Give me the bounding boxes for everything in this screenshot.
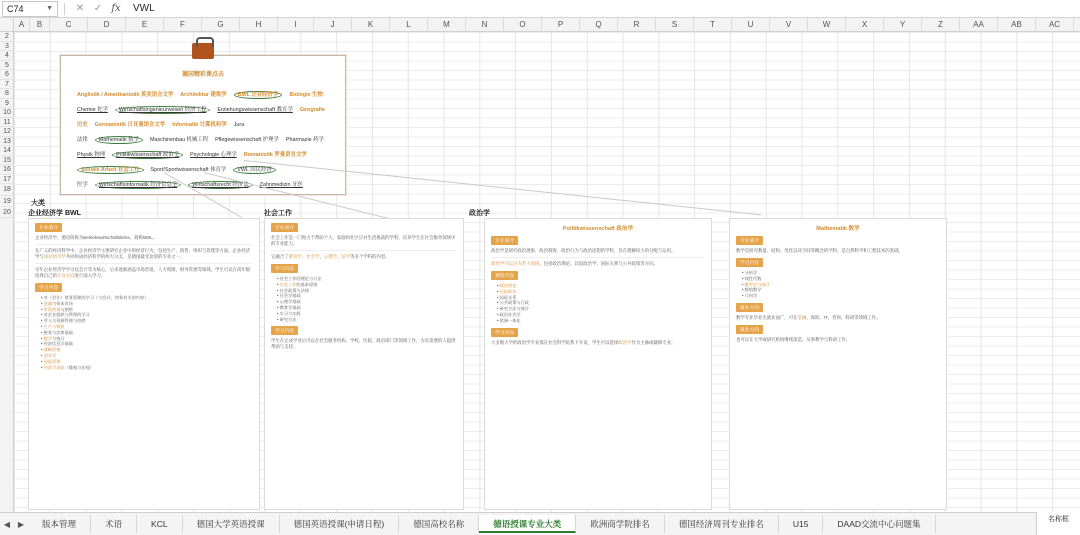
column-header-a[interactable]: A (14, 18, 30, 32)
row-header-bar (0, 32, 14, 512)
column-header-l[interactable]: L (390, 18, 428, 32)
column-header-bar (0, 18, 1080, 32)
major-link[interactable]: Geografie (299, 107, 326, 113)
separator (64, 3, 65, 15)
row-header-6[interactable]: 6 (0, 70, 14, 80)
row-header-7[interactable]: 7 (0, 80, 14, 90)
panel-bullets: • 政治理论 • 比较政治 • 国际关系 • 公共政策与行政 • 研究方法与统计 • 政治社会学 • 欧洲一体化 (497, 283, 529, 323)
column-header-x[interactable]: X (846, 18, 884, 32)
column-header-n[interactable]: N (466, 18, 504, 32)
column-header-f[interactable]: F (164, 18, 202, 32)
panel-paragraph: 大多数大学的政治学专业都在社会科学院系下开设，学生可以选择政治学作为主修或辅修专业。 (491, 339, 676, 345)
pill-intro: 专业简介 (271, 223, 298, 232)
sheet-tab[interactable]: KCL (137, 515, 183, 533)
panel-bullets: • 社会工作的理论与方法 • 社会工作的基本原则 • 社会政策与法律 • 社会学基础 • 心理学基础 • 教育学基础 • 实习与实践 • 研究方法 (277, 276, 322, 322)
row-header-15[interactable]: 15 (0, 156, 14, 166)
sheet-grid[interactable] (14, 32, 1080, 512)
major-link[interactable]: Pharmazie 药学 (285, 137, 324, 143)
major-link[interactable]: 医学 (77, 182, 88, 188)
column-header-u[interactable]: U (732, 18, 770, 32)
column-header-b[interactable]: B (30, 18, 50, 32)
major-link[interactable]: 法律 (77, 137, 88, 143)
column-header-m[interactable]: M (428, 18, 466, 32)
major-link[interactable]: Wirtschaftsrecht 经济法 (188, 181, 252, 189)
sheet-tab[interactable]: 德语授课专业大类 (479, 515, 576, 533)
major-link[interactable]: Wirtschaftsinformatik 经济信息学 (95, 181, 181, 189)
row-header-18[interactable]: 18 (0, 184, 14, 196)
row-header-11[interactable]: 11 (0, 118, 14, 128)
column-header-s[interactable]: S (656, 18, 694, 32)
function-icon[interactable]: fx (111, 3, 121, 14)
pill-intro: 专业简介 (736, 236, 763, 245)
word-cloud-line (77, 120, 337, 128)
major-link[interactable]: Romanistik 罗曼语言文学 (243, 152, 307, 158)
sheet-tab[interactable]: U15 (779, 515, 824, 533)
word-cloud-card (60, 55, 346, 195)
select-all-corner[interactable] (0, 18, 14, 32)
category-label: 大类 (31, 200, 45, 207)
name-box[interactable] (2, 1, 58, 17)
pill-content: 学习内容 (35, 283, 62, 292)
panel-paragraph: 也可以在大学或研究机构继续深造，从事教学与科研工作。 (736, 336, 851, 342)
row-header-3[interactable]: 3 (0, 42, 14, 52)
major-link[interactable]: Politikwissenschaft 政治学 (112, 151, 183, 159)
column-header-y[interactable]: Y (884, 18, 922, 32)
row-header-12[interactable]: 12 (0, 127, 14, 137)
confirm-icon[interactable]: ✓ (93, 3, 103, 14)
word-cloud-line (77, 180, 337, 188)
row-header-4[interactable]: 4 (0, 51, 14, 61)
word-cloud-line (77, 135, 337, 143)
cell-reference: C74 (7, 3, 24, 14)
major-link[interactable]: Pflegewissenschaft 护理学 (215, 137, 279, 143)
panel-bullets: • 分析学 • 线性代数 • 概率论与统计 • 数值数学 • 几何学 (742, 270, 770, 299)
major-link[interactable]: Wirtschaftsingenieurwesen 经济工程 (115, 106, 210, 114)
sheet-tab[interactable]: 德国高校名称 (399, 515, 479, 533)
pill-content: 学习内容 (271, 326, 298, 335)
section-social-label: 社会工作 (264, 210, 292, 217)
major-link[interactable]: Maschinenbau 机械工程 (149, 137, 209, 143)
word-cloud-line (77, 105, 337, 113)
sheet-tab[interactable]: 德国经济周刊专业排名 (665, 515, 779, 533)
sheet-tab[interactable]: 欧洲商学院排名 (576, 515, 665, 533)
column-header-e[interactable]: E (126, 18, 164, 32)
sheet-tab[interactable]: 版本管理 (28, 515, 91, 533)
social-work-panel (264, 218, 464, 510)
sheet-tabs (28, 515, 936, 533)
row-header-17[interactable]: 17 (0, 175, 14, 185)
formula-input[interactable]: VWL (133, 3, 155, 14)
column-header-c[interactable]: C (50, 18, 88, 32)
panel-title: Politikwissenschaft 政治学 (562, 226, 634, 232)
column-header-v[interactable]: V (770, 18, 808, 32)
major-link[interactable]: Mathematik 数学 (95, 136, 143, 144)
column-header-g[interactable]: G (202, 18, 240, 32)
panel-title: Mathematik 数学 (816, 226, 860, 232)
major-link[interactable]: Erziehungswissenschaft 教育学 (217, 107, 293, 113)
panel-paragraph: 企业经济学，德语简称为Betriebswirtschaftslehre，简称BWL。 (35, 235, 157, 240)
major-link[interactable]: Germanistik 日耳曼语言文学 (94, 122, 166, 128)
row-header-10[interactable]: 10 (0, 108, 14, 118)
major-link[interactable]: VWL 国民经济 (233, 166, 276, 174)
pill-career: 就业方向 (736, 325, 763, 334)
politics-panel (484, 218, 712, 510)
cancel-icon[interactable]: ✕ (75, 3, 85, 14)
bwl-panel (28, 218, 260, 510)
math-panel (729, 218, 947, 510)
name-manager-button[interactable]: 名称框 (1036, 512, 1080, 535)
pill-intro: 专业简介 (491, 236, 518, 245)
row-header-14[interactable]: 14 (0, 146, 14, 156)
panel-paragraph: 政治学可以分为若干领域，包括政治理论、比较政治学、国际关系与公共政策等方向。 (491, 261, 658, 266)
row-header-16[interactable]: 16 (0, 165, 14, 175)
major-link[interactable]: Architektur 建筑学 (180, 92, 227, 98)
row-header-5[interactable]: 5 (0, 61, 14, 71)
row-header-13[interactable]: 13 (0, 137, 14, 147)
formula-bar (0, 0, 1080, 18)
pill-career: 就业方向 (736, 303, 763, 312)
section-bwl-label: 企业经济学 BWL (28, 210, 81, 217)
binder-clip-icon (192, 43, 214, 59)
major-link[interactable]: Zahnmedizin 牙医 (259, 182, 303, 188)
column-header-k[interactable]: K (352, 18, 390, 32)
major-link[interactable]: Physik 物理 (77, 152, 106, 158)
major-link[interactable]: Psychologie 心理学 (190, 152, 237, 158)
scroll-left-icon[interactable]: ◀ (3, 519, 11, 529)
column-header-t[interactable]: T (694, 18, 732, 32)
major-link[interactable]: 历史 (77, 122, 88, 128)
chevron-down-icon[interactable]: ▼ (46, 5, 53, 12)
major-link[interactable]: Anglistik / Amerikanistik 英美语言文学 (77, 92, 174, 98)
pill-intro: 专业简介 (35, 223, 62, 232)
column-header-p[interactable]: P (542, 18, 580, 32)
word-cloud-title: 德国精彩课点击 (181, 72, 224, 78)
pill-content: 学习内容 (271, 264, 298, 273)
column-header-ab[interactable]: AB (998, 18, 1036, 32)
panel-paragraph: 在广义的经济科学中，企业经济学主要研究企业中的经济行为，包括生产、销售、组织与管理等方面。企业经济学与国民经济学共同构成经济科学的两大分支，是德国最受欢迎的专业之一。 (35, 248, 251, 259)
sheet-tab[interactable]: DAAD交流中心问题集 (823, 515, 935, 533)
column-header-d[interactable]: D (88, 18, 126, 32)
panel-paragraph: 它融合了教育学、社会学、心理学、法学等多个学科的内容。 (271, 254, 390, 259)
word-cloud-line (77, 90, 337, 98)
column-header-h[interactable]: H (240, 18, 278, 32)
sheet-tab-bar (0, 512, 1080, 535)
pill-content: 学习内容 (736, 258, 763, 267)
column-header-q[interactable]: Q (580, 18, 618, 32)
column-header-j[interactable]: J (314, 18, 352, 32)
panel-bullets: • 对（会计）财务管理的学习（与会计、财务有关的内容） • 金融与资本市场 • 市场营销与销售 • 对企业组织与管理的学习 • 对人力资源管理与招聘 • 生产与物流 • 税务与法律基础 • 数学与统计 • 经济信息学基础 • 战略管理 • 创业学 • 国际管理 • 经济学基础（微观与宏观） (41, 295, 149, 370)
word-cloud-line (77, 150, 337, 158)
pill-content: 课程内容 (491, 271, 518, 280)
panel-paragraph: 社会工作是一门致力于帮助个人、家庭和社区应对生活挑战的学科，培养学生在社会服务领域中的专业能力。 (271, 235, 456, 246)
column-header-w[interactable]: W (808, 18, 846, 32)
column-header-aa[interactable]: AA (960, 18, 998, 32)
row-header-8[interactable]: 8 (0, 89, 14, 99)
panel-paragraph: 数学是研究数量、结构、变化以及空间等概念的学科，是自然科学和工程技术的基础。 (736, 248, 903, 253)
major-link[interactable]: Sport/Sportwissenschaft 体育学 (150, 167, 227, 173)
row-header-19[interactable]: 19 (0, 196, 14, 207)
row-header-9[interactable]: 9 (0, 99, 14, 109)
panel-paragraph: 政治学是研究政治现象、政治制度、政治行为与政治思想的学科，旨在理解权力的分配与运用。 (491, 248, 676, 253)
major-link[interactable]: Informatik 计算机科学 (172, 122, 227, 128)
panel-paragraph: 数学专业毕业生就业面广，可在金融、保险、IT、咨询、科研等领域工作。 (736, 314, 881, 320)
major-link[interactable]: Biologie 生物 (289, 92, 323, 98)
major-link[interactable]: Soziale Arbeit 社会工作 (77, 166, 144, 174)
scroll-right-icon[interactable]: ▶ (17, 519, 25, 529)
row-header-2[interactable]: 2 (0, 32, 14, 42)
panel-paragraph: 早年企业经济学学习以会计等为核心，后来逐渐涵盖市场营销、人力资源、财务管理等领域。学生可以在高年级选择自己的专业方向进行深入学习。 (35, 267, 251, 278)
column-header-z[interactable]: Z (922, 18, 960, 32)
column-header-o[interactable]: O (504, 18, 542, 32)
major-link[interactable]: Chemie 化学 (77, 107, 108, 113)
column-header-r[interactable]: R (618, 18, 656, 32)
column-header-ac[interactable]: AC (1036, 18, 1074, 32)
sheet-tab[interactable]: 德国大学英语授课 (183, 515, 280, 533)
major-link[interactable]: BWL 企业经济学 (234, 91, 283, 99)
panel-paragraph: 学生在完成学业后可以在社会服务机构、学校、医院、政府部门等领域工作，为有需要的人提供帮助与支持。 (271, 338, 456, 350)
sheet-tab[interactable]: 德国英语授课(申请日程) (280, 515, 400, 533)
pill-content: 学习内容 (491, 328, 518, 337)
column-header-i[interactable]: I (278, 18, 314, 32)
major-link[interactable]: Jura (233, 122, 245, 128)
sheet-tab[interactable]: 术语 (91, 515, 137, 533)
row-header-20[interactable]: 20 (0, 207, 14, 218)
section-politics-label: 政治学 (469, 210, 490, 217)
